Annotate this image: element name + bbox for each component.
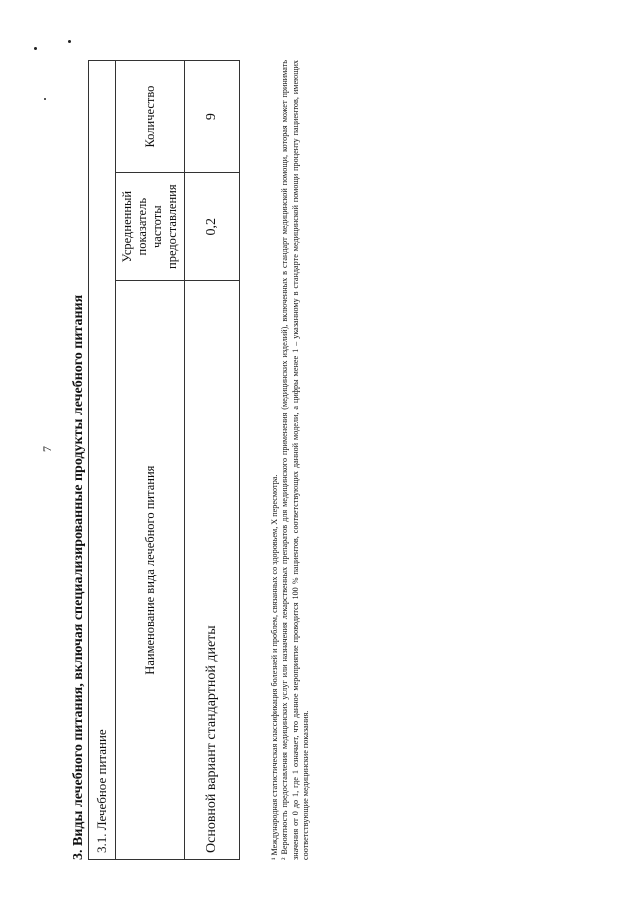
table-row xyxy=(185,61,240,860)
frequency-cell: 0,2 xyxy=(185,173,240,281)
footnote-2: ² Вероятность предоставления медицинских услуг или назначения лекарственных препаратов для медицинского применения (медицинских изделий), включенных в стандарт медицинской помощи, которая может принимать значения от 0 до 1, где 1 означает, что данное мероприятие проводится 100 % пациентов, соответствующих данной модели, а цифры менее 1 – указанному в стандарте медицинской помощи проценту пациентов, имеющих соответствующие медицинские показания. xyxy=(280,60,311,860)
footnotes xyxy=(270,60,312,860)
column-header-frequency: Усредненный показатель частоты предоставления xyxy=(116,173,185,281)
scan-speck xyxy=(68,40,71,43)
table-subtitle: 3.1. Лечебное питание xyxy=(89,61,116,860)
table-title-row xyxy=(89,61,116,860)
footnote-1: ¹ Международная статистическая классификация болезней и проблем, связанных со здоровьем, X пересмотра. xyxy=(270,474,279,860)
column-header-name: Наименование вида лечебного питания xyxy=(116,281,185,860)
section-heading: 3. Виды лечебного питания, включая специализированные продукты лечебного питания xyxy=(71,294,86,860)
diet-name-cell: Основной вариант стандартной диеты xyxy=(185,281,240,860)
column-header-quantity: Количество xyxy=(116,61,185,173)
quantity-cell: 9 xyxy=(185,61,240,173)
diet-table xyxy=(88,60,240,860)
scan-speck xyxy=(44,98,46,100)
table-header-row xyxy=(116,61,185,860)
rotated-page-content xyxy=(70,60,311,860)
page-number: 7 xyxy=(40,446,54,452)
scan-speck xyxy=(34,47,37,50)
